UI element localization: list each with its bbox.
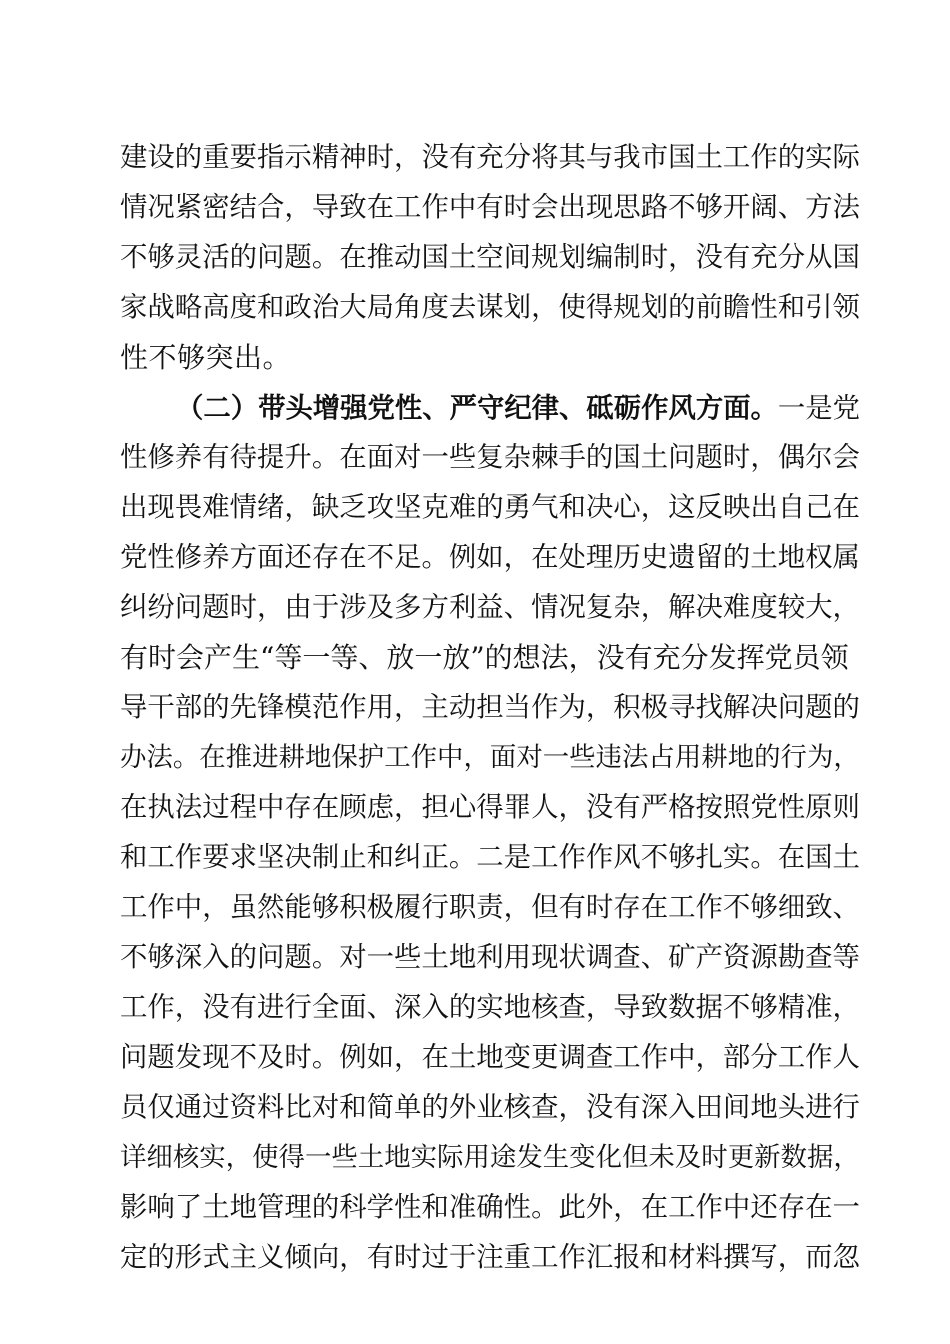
paragraph-2-line-3: 出现畏难情绪，缺乏攻坚克难的勇气和决心，这反映出自己在 xyxy=(120,492,860,523)
paragraph-2-line-15: 员仅通过资料比对和简单的外业核查，没有深入田间地头进行 xyxy=(120,1092,860,1123)
paragraph-2-line-17: 影响了土地管理的科学性和准确性。此外，在工作中还存在一 xyxy=(120,1192,860,1223)
paragraph-2-line-4: 党性修养方面还存在不足。例如，在处理历史遗留的土地权属 xyxy=(120,542,860,573)
paragraph-2-line-16: 详细核实，使得一些土地实际用途发生变化但未及时更新数据， xyxy=(120,1142,860,1173)
paragraph-1-line-2: 情况紧密结合，导致在工作中有时会出现思路不够开阔、方法 xyxy=(120,192,860,223)
paragraph-2-first-line-rest: 一是党 xyxy=(777,393,861,424)
paragraph-2-first-line xyxy=(176,390,860,426)
paragraph-2-line-8: 办法。在推进耕地保护工作中，面对一些违法占用耕地的行为， xyxy=(120,742,860,773)
section-heading: （二）带头增强党性、严守纪律、砥砺作风方面。 xyxy=(176,392,778,424)
paragraph-2-line-18: 定的形式主义倾向，有时过于注重工作汇报和材料撰写，而忽 xyxy=(120,1242,860,1273)
paragraph-2-line-6: 有时会产生“等一等、放一放”的想法，没有充分发挥党员领 xyxy=(120,641,849,674)
paragraph-1-line-5: 性不够突出。 xyxy=(120,341,292,374)
paragraph-2-line-14: 问题发现不及时。例如，在土地变更调查工作中，部分工作人 xyxy=(120,1042,860,1073)
paragraph-1-line-4: 家战略高度和政治大局角度去谋划，使得规划的前瞻性和引领 xyxy=(120,292,860,323)
paragraph-2-line-9: 在执法过程中存在顾虑，担心得罪人，没有严格按照党性原则 xyxy=(120,792,860,823)
paragraph-2-line-5: 纠纷问题时，由于涉及多方利益、情况复杂，解决难度较大， xyxy=(120,592,860,623)
paragraph-2-line-7: 导干部的先锋模范作用，主动担当作为，积极寻找解决问题的 xyxy=(120,692,860,723)
paragraph-1-line-1: 建设的重要指示精神时，没有充分将其与我市国土工作的实际 xyxy=(120,142,860,173)
paragraph-1-line-3: 不够灵活的问题。在推动国土空间规划编制时，没有充分从国 xyxy=(120,242,860,273)
paragraph-2-line-2: 性修养有待提升。在面对一些复杂棘手的国土问题时，偶尔会 xyxy=(120,442,860,473)
paragraph-2-line-12: 不够深入的问题。对一些土地利用现状调查、矿产资源勘查等 xyxy=(120,942,860,973)
paragraph-2-line-13: 工作，没有进行全面、深入的实地核查，导致数据不够精准， xyxy=(120,992,860,1023)
paragraph-2-line-10: 和工作要求坚决制止和纠正。二是工作作风不够扎实。在国土 xyxy=(120,842,860,873)
paragraph-2-line-11: 工作中，虽然能够积极履行职责，但有时存在工作不够细致、 xyxy=(120,892,860,923)
